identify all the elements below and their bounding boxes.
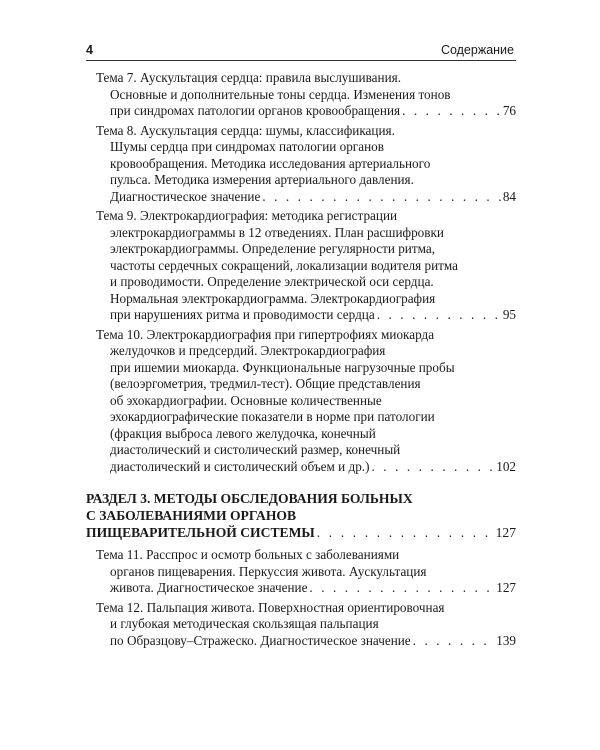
toc-entry-topic-7[interactable] [86, 70, 516, 120]
entry-line: Нормальная электрокардиограмма. Электрокардиография [110, 290, 436, 306]
dot-leader [372, 459, 495, 476]
dot-leader [377, 307, 501, 324]
entry-line: Тема 11. Расспрос и осмотр больных с заболеваниями [96, 547, 400, 563]
entry-line: диастолический и систолический размер, конечный [110, 442, 401, 457]
dot-leader [309, 580, 494, 597]
entry-line: Тема 7. Аускультация сердца: правила выслушивания. [96, 70, 401, 85]
page-ref: 76 [502, 103, 516, 118]
entry-line: эхокардиографические показатели в норме при патологии [110, 409, 435, 424]
entry-line: органов пищеварения. Перкуссия живота. Аускультация [110, 563, 427, 579]
entry-line: живота. Диагностическое значение [110, 580, 308, 596]
entry-line: об эхокардиографии. Основные количественные [110, 392, 382, 408]
page-number: 4 [86, 43, 93, 57]
entry-last-line [86, 307, 516, 324]
page-ref: 127 [495, 524, 516, 540]
entry-line: при ишемии миокарда. Функциональные нагрузочные пробы [110, 359, 455, 375]
page-ref: 95 [502, 307, 516, 322]
entry-line: Тема 12. Пальпация живота. Поверхностная ориентировочная [96, 599, 445, 615]
toc-entry-topic-9[interactable] [86, 208, 516, 324]
dot-leader [402, 103, 501, 120]
toc-entry-topic-10[interactable] [86, 327, 516, 476]
entry-line: Основные и дополнительные тоны сердца. Изменения тонов [110, 86, 451, 102]
section-heading-line: С ЗАБОЛЕВАНИЯМИ ОРГАНОВ [86, 507, 297, 523]
entry-line: по Образцову–Стражеско. Диагностическое значение [110, 632, 411, 648]
entry-line: пульса. Методика измерения артериального давления. [110, 172, 414, 187]
page-ref: 127 [496, 580, 516, 596]
page-ref: 84 [502, 188, 516, 204]
section-heading-line: РАЗДЕЛ 3. МЕТОДЫ ОБСЛЕДОВАНИЯ БОЛЬНЫХ [86, 491, 413, 506]
entry-line: диастолический и систолический объем и др.) [110, 458, 370, 474]
entry-line: кровообращения. Методика исследования артериального [110, 155, 431, 171]
entry-line: электрокардиограммы. Определение регулярности ритма, [110, 241, 436, 256]
toc-section-3[interactable] [86, 491, 516, 541]
toc-entry-topic-12[interactable] [86, 600, 516, 650]
entry-line: при синдромах патологии органов кровообращения [110, 103, 401, 118]
entry-last-line [86, 459, 516, 476]
running-title: Содержание [440, 43, 514, 57]
entry-line: Тема 8. Аускультация сердца: шумы, классификация. [96, 122, 395, 138]
entry-last-line [86, 103, 516, 120]
dot-leader [317, 525, 494, 542]
entry-line: желудочков и предсердий. Электрокардиография [110, 343, 386, 358]
entry-line: и глубокая методическая скользящая пальпация [110, 616, 379, 632]
entry-line: Шумы сердца при синдромах патологии органов [110, 139, 384, 154]
toc-entry-topic-11[interactable] [86, 547, 516, 597]
entry-last-line [86, 633, 516, 650]
entry-line: частоты сердечных сокращений, локализации водителя ритма [110, 257, 459, 273]
dot-leader [413, 633, 495, 650]
entry-line: Тема 9. Электрокардиография: методика регистрации [96, 208, 398, 223]
section-heading-line: ПИЩЕВАРИТЕЛЬНОЙ СИСТЕМЫ [86, 524, 315, 540]
entry-line: (велоэргометрия, тредмил-тест). Общие представления [110, 376, 421, 391]
entry-line: (фракция выброса левого желудочка, конечный [110, 425, 376, 441]
entry-last-line [86, 580, 516, 597]
page-header [86, 40, 516, 61]
entry-line: Тема 10. Электрокардиография при гипертрофиях миокарда [96, 326, 435, 342]
page-ref: 139 [496, 632, 516, 648]
entry-line: при нарушениях ритма и проводимости сердца [110, 307, 375, 322]
entry-line: Диагностическое значение [110, 188, 261, 204]
page-ref: 102 [496, 458, 516, 474]
section-heading-last-line [86, 525, 516, 542]
toc-entry-topic-8[interactable] [86, 123, 516, 206]
entry-line: и проводимости. Определение электрической оси сердца. [110, 274, 434, 289]
table-of-contents [86, 70, 516, 649]
entry-last-line [86, 189, 516, 206]
entry-line: электрокардиограммы в 12 отведениях. План расшифровки [110, 224, 444, 240]
dot-leader [262, 189, 500, 206]
